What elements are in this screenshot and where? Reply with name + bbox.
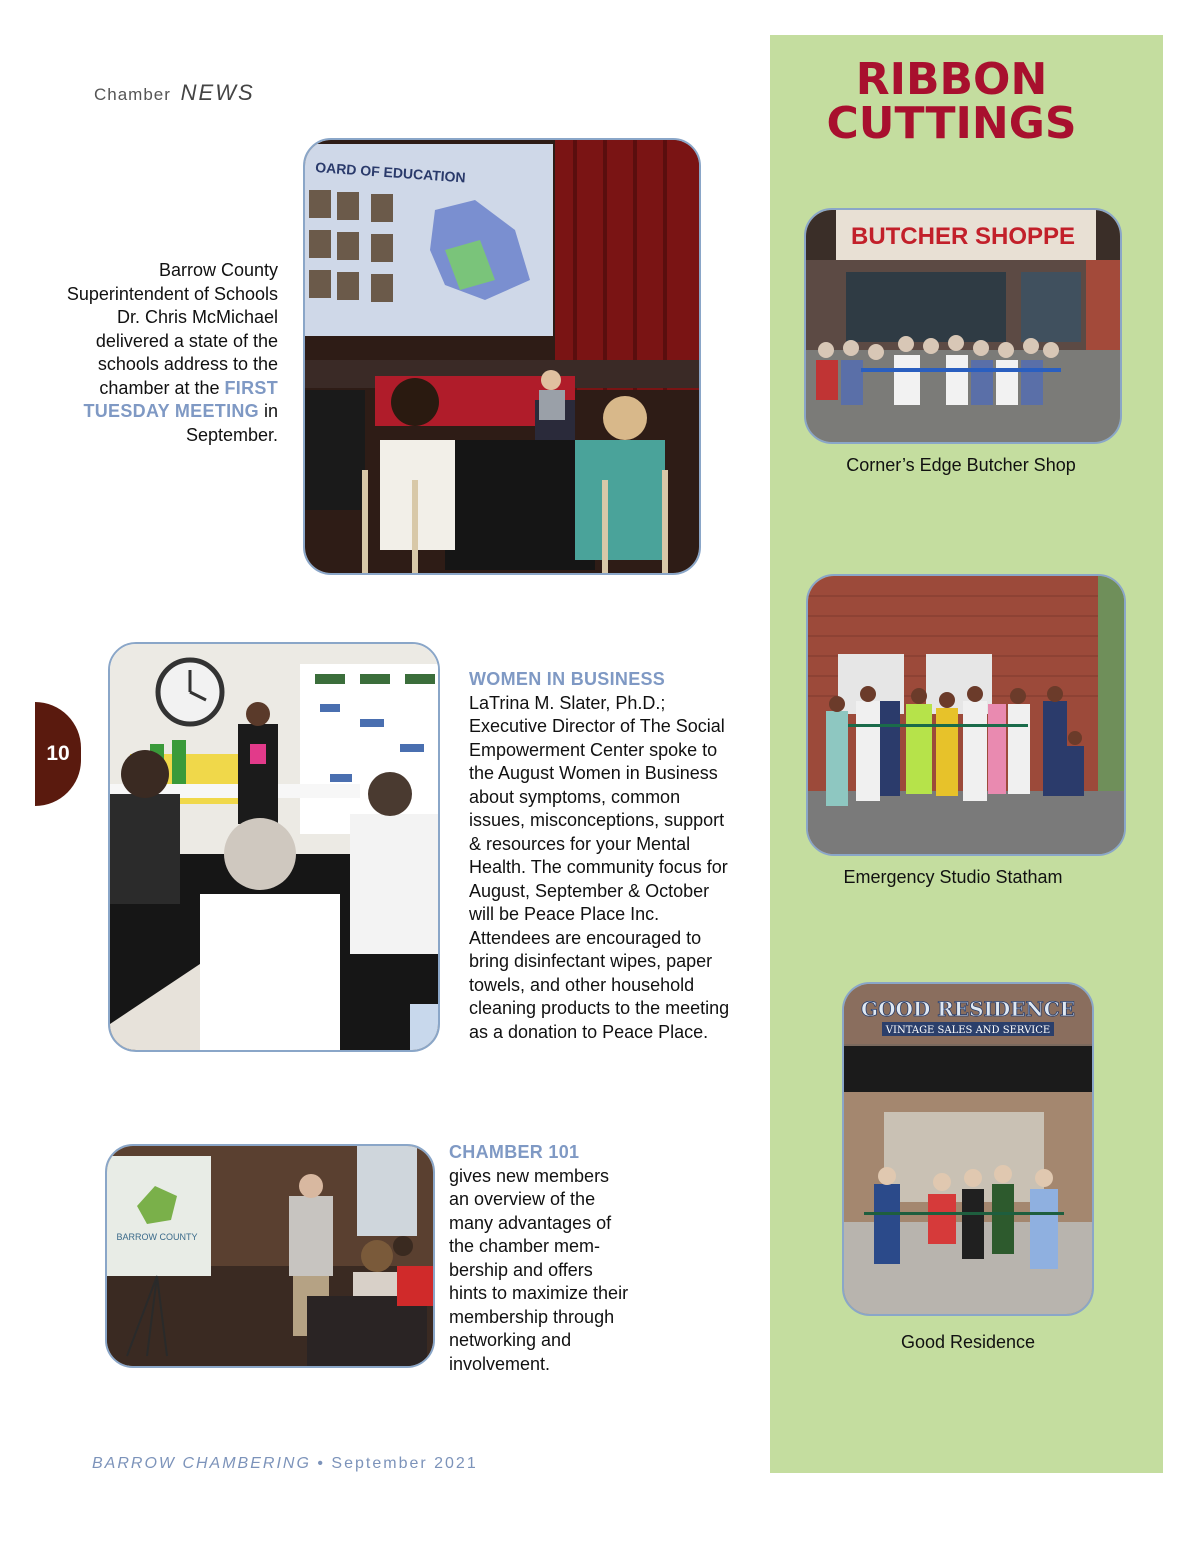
women-in-business-text [469,668,739,1044]
footer-separator: • [317,1455,325,1472]
svg-text:BARROW COUNTY: BARROW COUNTY [116,1232,198,1242]
footer [92,1455,478,1473]
svg-text:VINTAGE SALES AND SERVICE: VINTAGE SALES AND SERVICE [885,1025,1051,1036]
ribbon-caption-butcher-shop: Corner’s Edge Butcher Shop [846,455,1076,475]
superintendent-photo [303,138,701,575]
women-in-business-photo [108,642,440,1052]
women-in-business-kicker: WOMEN IN BUSINESS [469,669,666,689]
svg-text:BUTCHER SHOPPE: BUTCHER SHOPPE [850,223,1076,250]
ribbon-photo-butcher-shop [804,208,1122,444]
section-header [94,80,255,106]
section-label: Chamber [94,85,171,104]
superintendent-text-after: in September. [185,401,278,445]
superintendent-text-before: Barrow County Superintendent of Schools Dr. Chris McMichael delivered a state of the schools address to the chamber at the [66,260,278,398]
chamber-101-photo [105,1144,435,1368]
superintendent-caption [66,259,278,447]
sidebar-title [770,54,1133,149]
women-in-business-body: LaTrina M. Slater, Ph.D.; Executive Director of The Social Empowerment Center spoke to the August Women in Business about symptoms, common issues, misconceptions, support & resources for your Mental Health. The community focus for August, September & October will be Peace Place Inc. Attendees are encouraged to bring disinfectant wipes, paper towels, and other household cleaning products to the meeting as a donation to Peace Place. [469,692,730,1042]
ribbon-caption-good-residence: Good Residence [900,1332,1036,1352]
first-tuesday-meeting-highlight: FIRST TUESDAY MEETING [83,377,278,421]
footer-publication: BARROW CHAMBERING [92,1455,311,1472]
sidebar-title-line-2: CUTTINGS [826,98,1077,149]
ribbon-photo-good-residence [842,982,1094,1316]
section-label-emphasis: NEWS [180,80,255,105]
chamber-101-text [449,1141,629,1376]
page-number: 10 [46,742,70,765]
chamber-101-body: gives new members an overview of the many advantages of the chamber mem-bership and offers hints to maximize their membership through networking and involvement. [449,1165,629,1374]
sidebar-title-line-1: RIBBON [855,54,1048,105]
chamber-101-kicker: CHAMBER 101 [449,1142,580,1162]
footer-date: September 2021 [331,1455,478,1472]
ribbon-photo-emergency-studio [806,574,1126,856]
ribbon-caption-emergency-studio: Emergency Studio Statham [843,867,1063,887]
svg-text:GOOD RESIDENCE: GOOD RESIDENCE [861,997,1075,1021]
svg-text:OARD OF EDUCATION: OARD OF EDUCATION [314,159,467,186]
